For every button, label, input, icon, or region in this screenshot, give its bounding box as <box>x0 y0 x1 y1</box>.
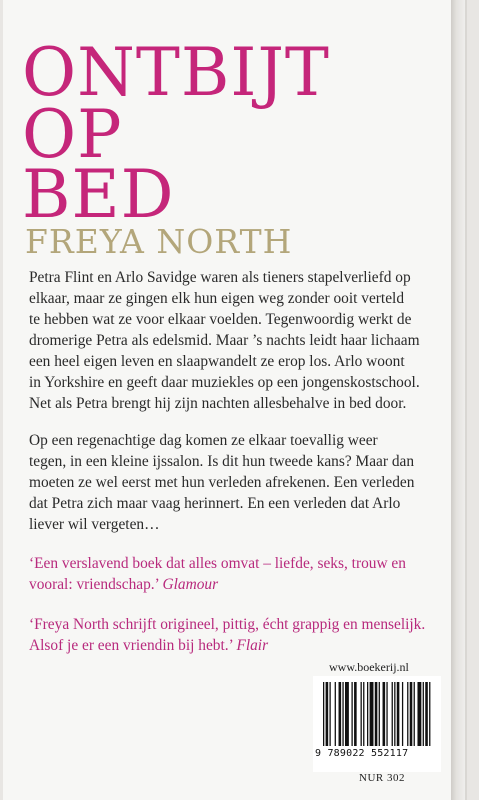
barcode-bar <box>394 682 395 746</box>
barcode-bar <box>392 682 393 746</box>
quote-text: vooral: vriendschap.’ <box>29 576 159 593</box>
nur-code: NUR 302 <box>359 772 405 784</box>
title-line-3: BED <box>22 156 175 233</box>
review-quote-glamour <box>29 553 459 595</box>
blurb-line: dat Petra zich maar vaag herinnert. En een verleden dat Arlo <box>29 495 401 512</box>
blurb-paragraph-1 <box>29 267 459 414</box>
barcode-bars <box>323 682 433 746</box>
author-name: FREYA NORTH <box>25 222 293 261</box>
barcode-bar <box>383 682 386 746</box>
barcode-bar <box>367 682 368 746</box>
quote-source: Flair <box>236 637 269 654</box>
blurb-line: te hebben wat ze voor elkaar voelden. Tegenwoordig werkt de <box>29 311 412 328</box>
barcode-bar <box>342 682 343 746</box>
blurb-line: liever wil vergeten… <box>29 516 160 533</box>
barcode-bar <box>323 682 324 746</box>
barcode-bar <box>423 682 424 746</box>
barcode-bar <box>402 682 403 746</box>
barcode-bar <box>345 682 349 746</box>
blurb-line: tegen, in een kleine ijssalon. Is dit hun tweede kans? Maar dan <box>29 453 415 470</box>
title-line-1: ONTBIJT <box>22 34 330 111</box>
barcode-digits: 9 789022 552117 <box>315 748 409 759</box>
barcode-area <box>313 676 441 772</box>
barcode-bar <box>425 682 428 746</box>
blurb-line: Op een regenachtige dag komen ze elkaar toevallig weer <box>29 432 378 449</box>
barcode-bar <box>417 682 421 746</box>
blurb-line: dromerige Petra als edelsmid. Maar ’s nachts leidt haar lichaam <box>29 332 420 349</box>
barcode-bar <box>335 682 336 746</box>
barcode-bar <box>397 682 400 746</box>
publisher-website: www.boekerij.nl <box>329 660 409 674</box>
barcode-bar <box>354 682 357 746</box>
quote-text: Alsof je er een vriendin bij hebt.’ <box>29 637 233 654</box>
barcode-bar <box>351 682 352 746</box>
blurb-line: Petra Flint en Arlo Savidge waren als tieners stapelverliefd op <box>29 269 411 286</box>
blurb-line: in Yorkshire en geeft daar muziekles op een jongenskostschool. <box>29 374 420 391</box>
quote-source: Glamour <box>162 576 219 593</box>
barcode-bar <box>370 682 374 746</box>
barcode-bar <box>361 682 362 746</box>
blurb-line: een heel eigen leven en slaapwandelt ze erop los. Arlo woont <box>29 353 405 370</box>
barcode-bar <box>363 682 364 746</box>
blurb-line: Net als Petra brengt hij zijn nachten allesbehalve in bed door. <box>29 395 407 412</box>
quote-line: ‘Een verslavend boek dat alles omvat – liefde, seks, trouw en <box>29 555 406 572</box>
barcode-bar <box>410 682 413 746</box>
quote-line <box>29 574 459 595</box>
barcode-bar <box>386 682 387 746</box>
barcode-bar <box>339 682 342 746</box>
quote-line: ‘Freya North schrijft origineel, pittig, écht grappig en menselijk. <box>29 616 426 633</box>
review-quote-flair <box>29 614 459 656</box>
barcode-bar <box>329 682 330 746</box>
barcode-bar <box>414 682 415 746</box>
barcode-bar <box>326 682 329 746</box>
title-line-2: OP <box>22 96 123 173</box>
barcode-bar <box>407 682 408 746</box>
barcode-bar <box>429 682 430 746</box>
quote-line <box>29 635 459 656</box>
barcode-bar <box>375 682 378 746</box>
blurb-line: elkaar, maar ze gingen elk hun eigen weg zonder ooit verteld <box>29 290 405 307</box>
blurb-line: moeten ze wel eerst met hun verleden afrekenen. Een verleden <box>29 474 415 491</box>
blurb-paragraph-2 <box>29 430 459 535</box>
barcode-bar <box>379 682 380 746</box>
